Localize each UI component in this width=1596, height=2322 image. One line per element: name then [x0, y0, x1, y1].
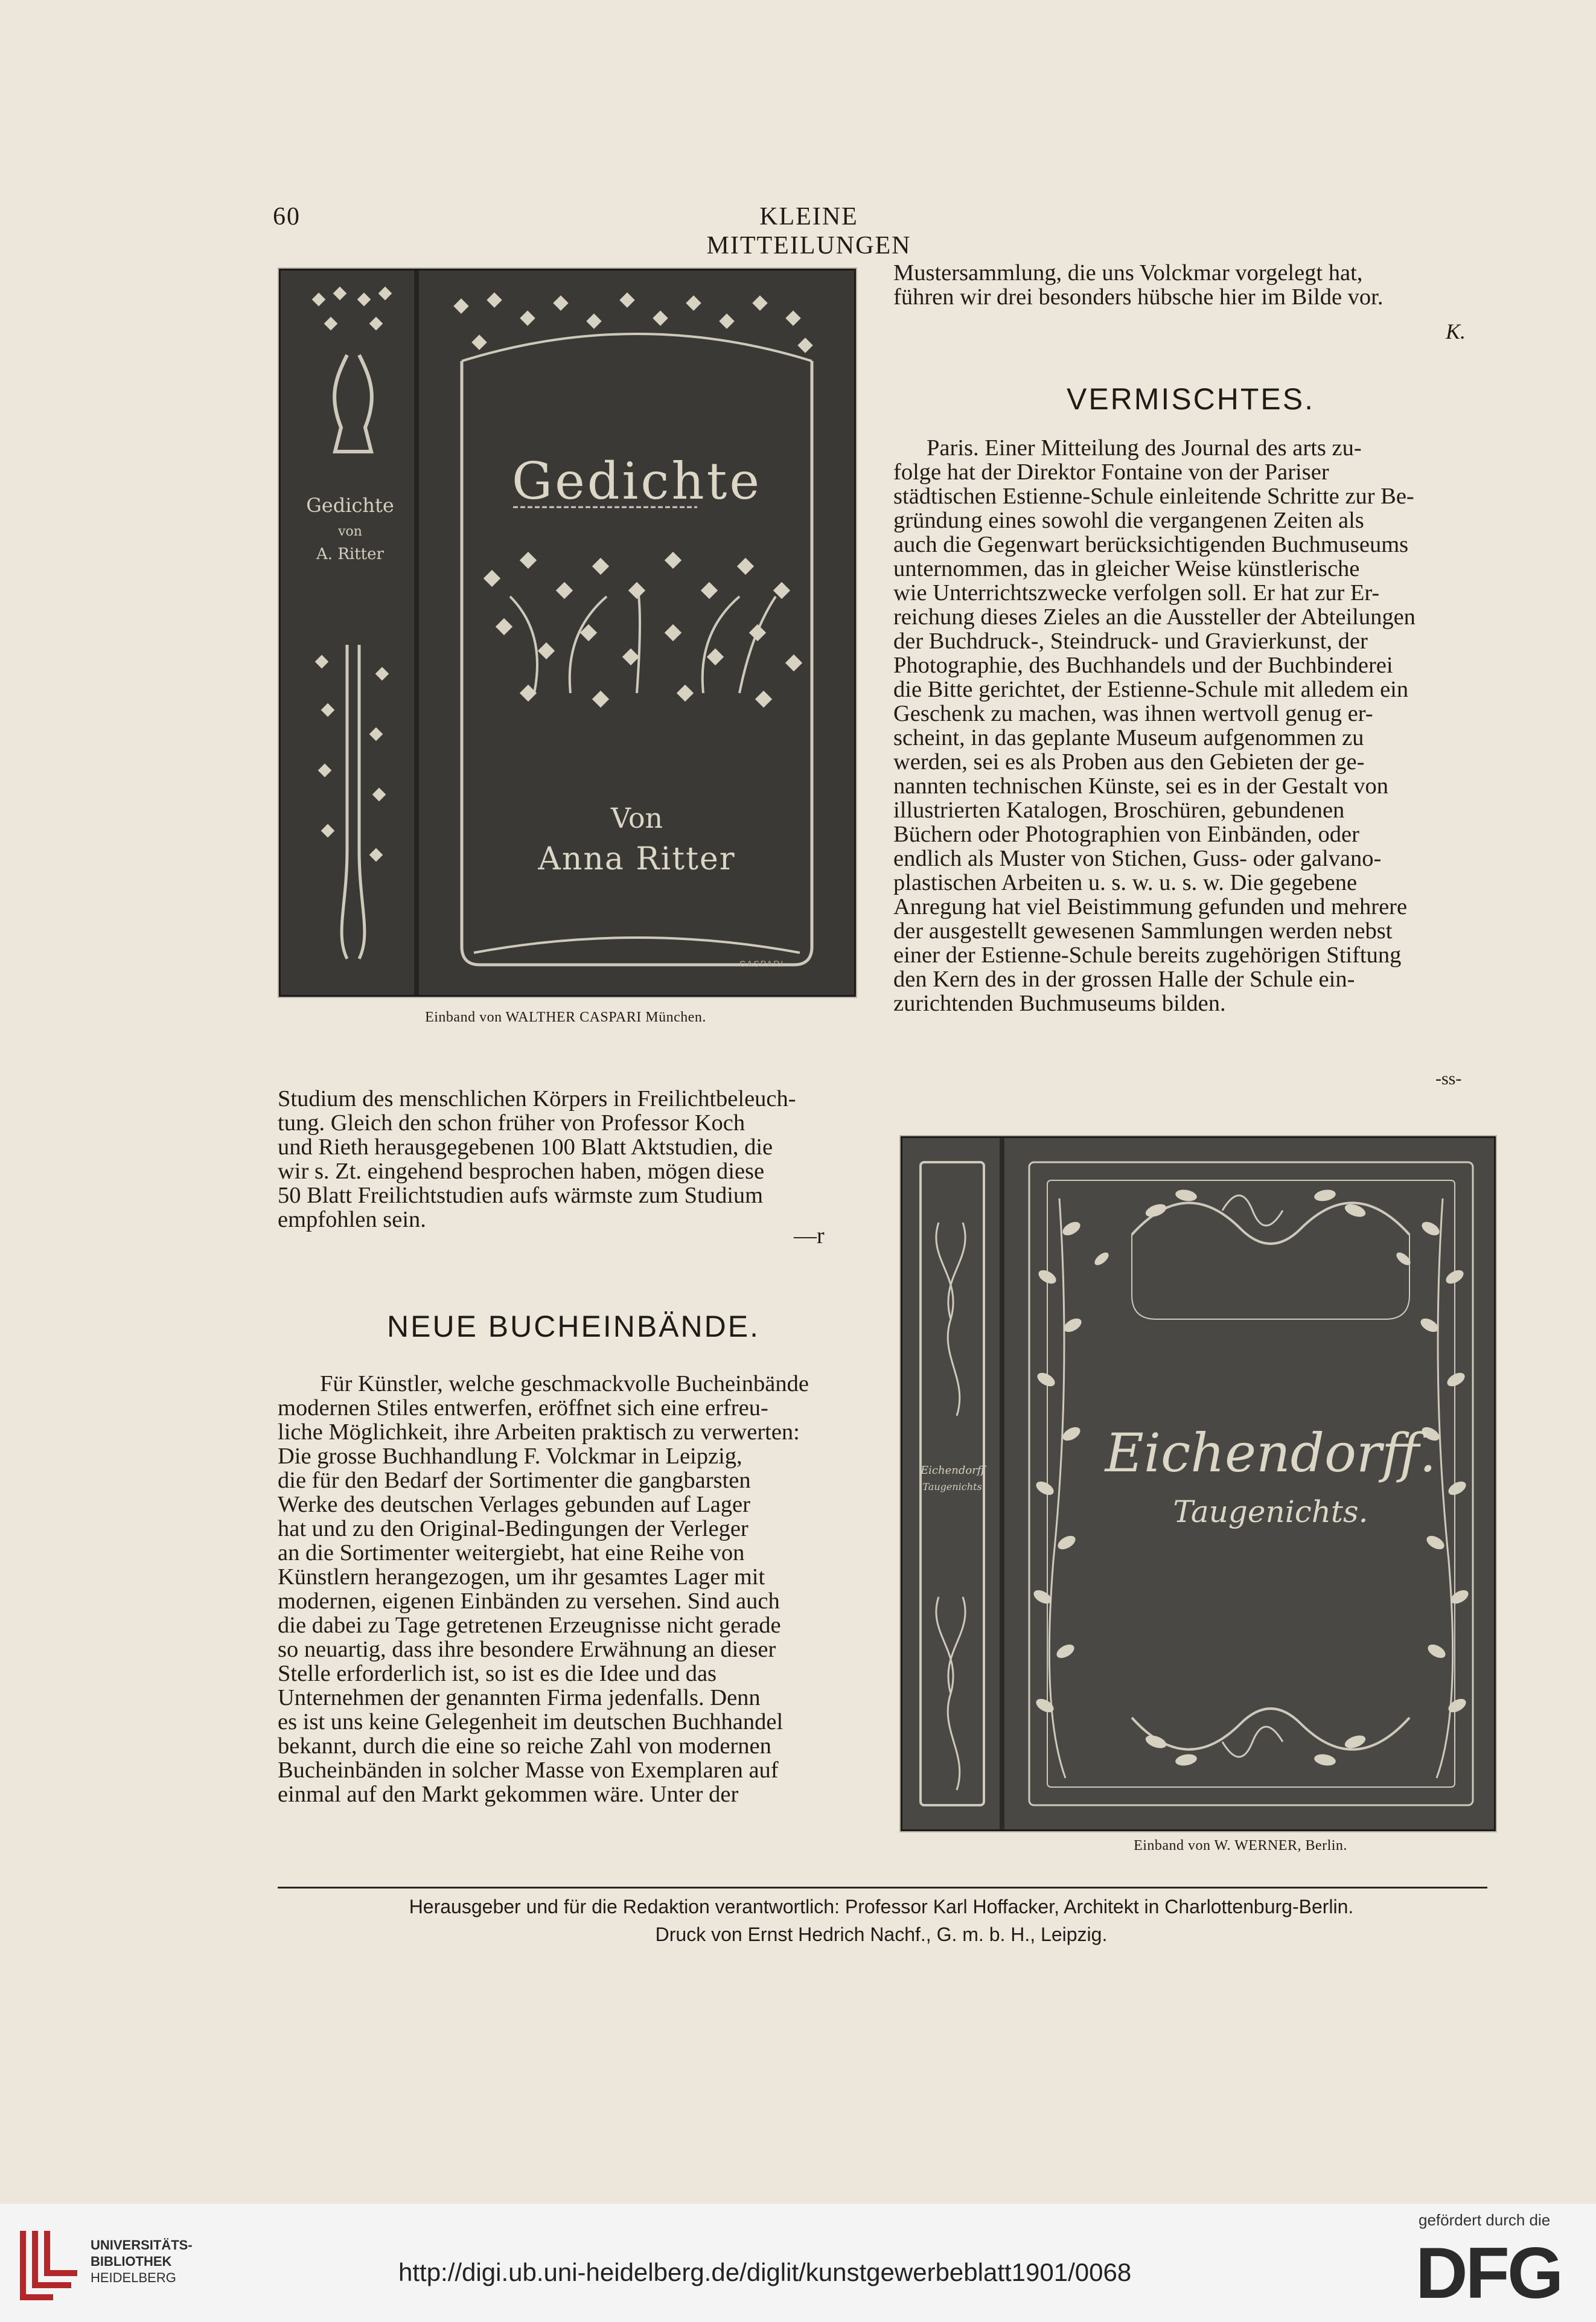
- text-line: Photographie, des Buchhandels und der Buchbinderei: [893, 653, 1393, 678]
- text-line: unternommen, das in gleicher Weise künstlerische: [893, 556, 1360, 581]
- dfg-logo: DFG: [1416, 2233, 1562, 2314]
- text-line: Mustersammlung, die uns Volckmar vorgelegt hat,: [893, 260, 1363, 286]
- text-line: Studium des menschlichen Körpers in Freilichtbeleuch-: [278, 1086, 796, 1111]
- text-line: hat und zu den Original-Bedingungen der Verleger: [278, 1516, 749, 1541]
- gedichte-cover-illustration: [281, 270, 854, 995]
- eichendorff-spine-title: Taugenichts: [922, 1481, 982, 1492]
- text-line: einer der Estienne-Schule bereits zugehörigen Stiftung: [893, 942, 1402, 968]
- text-line: wir s. Zt. eingehend besprochen haben, mögen diese: [278, 1159, 765, 1184]
- text-line: einmal auf den Markt gekommen wäre. Unter der: [278, 1782, 739, 1807]
- text-line: scheint, in das geplante Museum aufgenommen zu: [893, 725, 1364, 750]
- imprint-publisher: Herausgeber und für die Redaktion verantwortlich: Professor Karl Hoffacker, Architekt in Charlottenburg-Berlin.: [409, 1896, 1354, 1917]
- heading-vermischtes: VERMISCHTES.: [1066, 382, 1315, 416]
- gedichte-spine-author: A. Ritter: [316, 545, 384, 563]
- right-paragraph: [893, 436, 1488, 1015]
- text-line: Die grosse Buchhandlung F. Volckmar in Leipzig,: [278, 1444, 742, 1469]
- text-line: führen wir drei besonders hübsche hier im Bilde vor.: [893, 284, 1384, 310]
- text-line: endlich als Muster von Stichen, Guss- oder galvano-: [893, 846, 1382, 871]
- text-line: zurichtenden Buchmuseums bilden.: [893, 991, 1226, 1016]
- logo-line: HEIDELBERG: [91, 2270, 176, 2285]
- eichendorff-cover-title: Eichendorff.: [1105, 1422, 1437, 1484]
- text-line: so neuartig, dass ihre besondere Erwähnung an dieser: [278, 1637, 776, 1662]
- logo-line: BIBLIOTHEK: [91, 2254, 172, 2269]
- figure-eichendorff-cover: [901, 1136, 1496, 1831]
- text-line: Paris. Einer Mitteilung des Journal des arts zu-: [927, 435, 1362, 461]
- gedichte-spine-von: von: [338, 524, 362, 539]
- text-line: der Buchdruck-, Steindruck- und Gravierkunst, der: [893, 628, 1368, 654]
- imprint: [266, 1893, 1497, 1948]
- text-line: nannten technischen Künste, sei es in der Gestalt von: [893, 773, 1389, 799]
- text-line: Büchern oder Photographien von Einbänden, oder: [893, 822, 1359, 847]
- text-line: Stelle erforderlich ist, so ist es die Idee und das: [278, 1661, 717, 1686]
- text-line: städtischen Estienne-Schule einleitende Schritte zur Be-: [893, 484, 1414, 509]
- figure-gedichte-cover: [279, 269, 856, 997]
- text-line: an die Sortimenter weitergiebt, hat eine Reihe von: [278, 1540, 745, 1566]
- imprint-printer: Druck von Ernst Hedrich Nachf., G. m. b. H., Leipzig.: [655, 1924, 1108, 1945]
- gedichte-cover-author: Anna Ritter: [538, 841, 736, 877]
- funding-text: gefördert durch die: [1419, 2211, 1551, 2229]
- university-library-name: [91, 2237, 193, 2286]
- text-line: Anregung hat viel Beistimmung gefunden und mehrere: [893, 894, 1408, 920]
- figure2-caption: Einband von W. WERNER, Berlin.: [1134, 1838, 1347, 1853]
- paragraph-signature-k: K.: [1446, 319, 1466, 344]
- text-line: den Kern des in der grossen Halle der Schule ein-: [893, 967, 1355, 992]
- gedichte-spine-title: Gedichte: [306, 494, 394, 517]
- text-line: die dabei zu Tage getretenen Erzeugnisse nicht gerade: [278, 1613, 781, 1638]
- text-line: plastischen Arbeiten u. s. w. u. s. w. Die gegebene: [893, 870, 1358, 895]
- running-title: KLEINE MITTEILUNGEN: [706, 203, 911, 260]
- text-line: wie Unterrichtszwecke verfolgen soll. Er hat zur Er-: [893, 580, 1380, 606]
- text-line: gründung eines sowohl die vergangenen Zeiten als: [893, 508, 1364, 533]
- text-line: empfohlen sein.: [278, 1207, 426, 1232]
- text-line: Unternehmen der genannten Firma jedenfalls. Denn: [278, 1685, 761, 1710]
- university-library-logo-icon: [17, 2225, 83, 2303]
- text-line: folge hat der Direktor Fontaine von der Pariser: [893, 459, 1329, 485]
- text-line: es ist uns keine Gelegenheit im deutschen Buchhandel: [278, 1709, 784, 1735]
- text-line: Für Künstler, welche geschmackvolle Bucheinbände: [320, 1371, 809, 1396]
- text-line: die für den Bedarf der Sortimenter die gangbarsten: [278, 1468, 751, 1493]
- gedichte-artist-signature: CASPARI: [739, 959, 785, 968]
- left-paragraph-2: [278, 1372, 869, 1806]
- paragraph-signature-ss: -ss-: [1435, 1069, 1462, 1089]
- text-line: illustrierten Katalogen, Broschüren, gebundenen: [893, 798, 1345, 823]
- paragraph-signature-r: —r: [794, 1223, 825, 1249]
- text-line: werden, sei es als Proben aus den Gebieten der ge-: [893, 749, 1365, 775]
- text-line: Geschenk zu machen, was ihnen wertvoll genug er-: [893, 701, 1373, 726]
- text-line: liche Möglichkeit, ihre Arbeiten praktisch zu verwerten:: [278, 1419, 800, 1445]
- text-line: die Bitte gerichtet, der Estienne-Schule mit alledem ein: [893, 677, 1409, 702]
- text-line: auch die Gegenwart berücksichtigenden Buchmuseums: [893, 532, 1409, 557]
- text-line: Künstlern herangezogen, um ihr gesamtes Lager mit: [278, 1564, 765, 1590]
- text-line: reichung dieses Zieles an die Aussteller der Abteilungen: [893, 604, 1416, 630]
- page-number: 60: [273, 203, 301, 231]
- source-url-link[interactable]: http://digi.ub.uni-heidelberg.de/diglit/kunstgewerbeblatt1901/0068: [398, 2258, 1132, 2286]
- eichendorff-spine-author: Eichendorff: [921, 1464, 985, 1477]
- text-line: und Rieth herausgegebenen 100 Blatt Aktstudien, die: [278, 1134, 773, 1160]
- logo-line: UNIVERSITÄTS-: [91, 2237, 193, 2253]
- eichendorff-cover-subtitle: Taugenichts.: [1173, 1494, 1368, 1529]
- gedichte-cover-author-prefix: Von: [610, 802, 663, 834]
- heading-neue-bucheinbaende: NEUE BUCHEINBÄNDE.: [387, 1310, 760, 1343]
- footer-rule: [278, 1887, 1487, 1889]
- text-line: 50 Blatt Freilichtstudien aufs wärmste zum Studium: [278, 1183, 764, 1208]
- text-line: Bucheinbänden in solcher Masse von Exemplaren auf: [278, 1757, 779, 1783]
- text-line: Werke des deutschen Verlages gebunden auf Lager: [278, 1492, 750, 1517]
- gedichte-cover-title: Gedichte: [511, 452, 762, 511]
- right-continuation: [893, 261, 1488, 309]
- text-line: tung. Gleich den schon früher von Professor Koch: [278, 1110, 745, 1136]
- text-line: bekannt, durch die eine so reiche Zahl von modernen: [278, 1733, 771, 1759]
- text-line: modernen Stiles entwerfen, eröffnet sich eine erfreu-: [278, 1395, 768, 1421]
- left-paragraph-1: [278, 1087, 869, 1232]
- figure1-caption: Einband von WALTHER CASPARI München.: [425, 1009, 706, 1025]
- text-line: modernen, eigenen Einbänden zu versehen. Sind auch: [278, 1588, 780, 1614]
- text-line: der ausgestellt gewesenen Sammlungen werden nebst: [893, 918, 1393, 944]
